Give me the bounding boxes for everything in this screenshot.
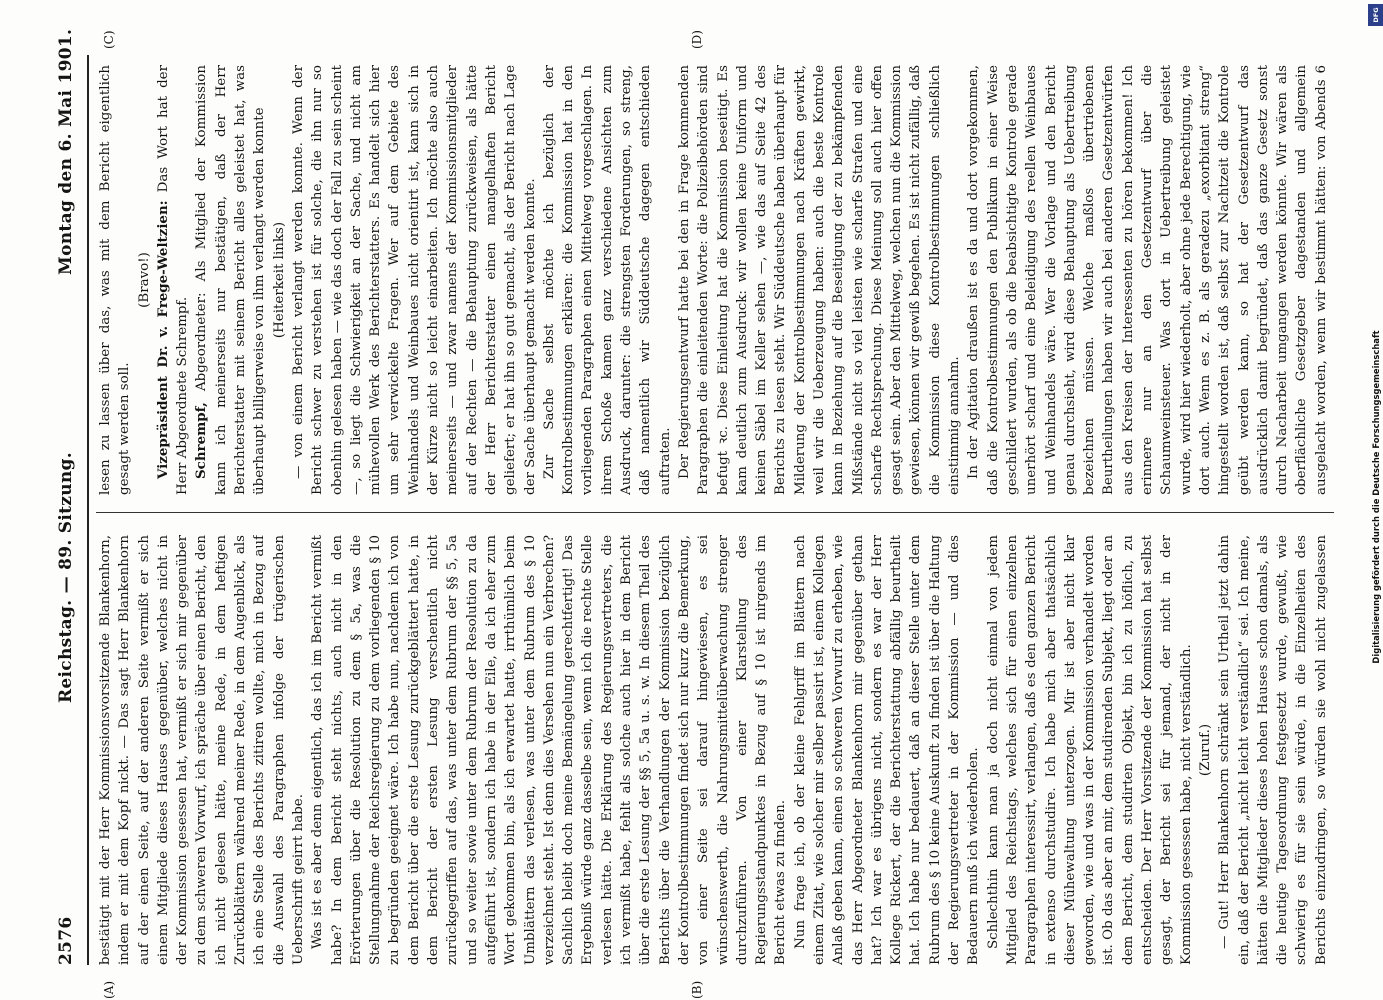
digitization-credit: Digitalisierung gefördert durch die Deutsche Forschungsgemeinschaft <box>1371 330 1381 664</box>
column-divider <box>96 512 1334 513</box>
page-header <box>50 28 84 965</box>
left-paragraph-4: Schlechthin kann man ja doch nicht einmal von jedem Mitglied des Reichstags, welches sich für einen einzelnen Paragraphen interessirt, verlangen, daß es den ganzen Bericht in extenso durchstudire. Ich habe mich aber thatsächlich dieser Mühewaltung unterzogen. Mir ist aber nicht klar geworden, wie und was in der Kommission verhandelt worden ist. Ob das aber an mir, dem studirenden Subjekt, liegt oder an dem Bericht, dem studirten Objekt, bin ich zu höflich, zu entscheiden. Der Herr Vorsitzende der Kommission hat selbst gesagt, der Bericht sei für jemand, der nicht in der Kommission gesessen habe, nicht verständlich. <box>985 535 1194 965</box>
left-paragraph-1: bestätigt mit der Herr Kommissionsvorsitzende Blankenhorn, indem er mit dem Kopf nickt. — Das sagt Herr Blankenhorn auf der einen Seite, auf der anderen Seite vermißt er sich einem Mitgliede dieses Hauses gegenüber, welches nicht in der Kommission gesessen hat, vermißt er sich mir gegenüber zu dem schweren Vorwurf, ich spräche über einen Bericht, den ich nicht gelesen hätte, meine Rede, in dem heftigen Zurückblättern während meiner Rede, in dem Augenblick, als ich eine Stelle des Berichts zitiren wollte, mich in Bezug auf die Auswahl des Paragraphen infolge der trügerischen Ueberschrift geirrt habe. <box>98 535 306 965</box>
session-date: Montag den 6. Mai 1901. <box>56 28 76 275</box>
right-paragraph-8: Der Regierungsentwurf hatte bei den in Frage kommenden Paragraphen die einleitenden Worte: die Polizeibehörden sind befugt ꝛc. Diese Einleitung hat die Kommission beseitigt. Es kam deutlich zum Ausdruck: wir wollen keine Uniform und keinen Säbel im Keller sehen —, wie das auf Seite 42 des Berichts zu lesen steht. Wir Süddeutsche haben überhaupt für Milderung der Kontrolbestimmungen nach Kräften gewirkt, weil wir die Ueberzeugung haben: auch die beste Kontrole kann in Beziehung auf die Beseitigung der zu bekämpfenden Mißstände nicht so viel leisten wie scharfe Strafen und eine scharfe Rechtsprechung. Diese Meinung soll auch hier offen gesagt sein. Aber den Mittelweg, welchen nun die Kommission gewiesen, können wir gewiß begehen. Es ist nicht zufällig, daß die Kommission diese Kontrolbestimmungen schließlich einstimmig annahm. <box>676 65 963 495</box>
right-laughter: (Heiterkeit links) <box>271 221 287 339</box>
left-paragraph-3: Nun frage ich, ob der kleine Fehlgriff im Blättern nach einem Zitat, wie solcher mir selber passirt ist, einem Kollegen Anlaß geben kann, einen so schweren Vorwurf zu erheben, wie das Herr Abgeordneter Blankenhorn mir gegenüber gethan hat? Ich war es übrigens nicht, sondern es war der Herr Kollege Rickert, der die Berichterstattung abfällig beurtheilt hat. Ich habe nur bedauert, daß an dieser Stelle unter dem Rubrum des § 10 keine Auskunft zu finden ist über die Haltung der Regierungsvertreter in der Kommission — und dies Bedauern muß ich wiederholen. <box>792 535 982 965</box>
right-paragraph-1: lesen zu lassen über das, was mit dem Bericht eigentlich gesagt werden soll. <box>98 65 133 495</box>
right-column <box>96 65 1334 495</box>
left-interjection: (Zuruf.) <box>1197 723 1213 777</box>
page-number: 2576 <box>56 916 76 965</box>
margin-mark-c: (C) <box>102 30 116 49</box>
left-paragraph-6: — Gut! Herr Blankenhorn schränkt sein Urtheil jetzt dahin ein, daß der Bericht „nicht leicht verständlich“ sei. Ich meine, hätten die Mitglieder dieses hohen Hauses schon damals, als die heutige Tagesordnung festgesetzt wurde, gewußt, wie schwierig es für sie sein würde, in die Einzelheiten des Berichts einzudringen, so würden sie wohl nicht zugelassen <box>1217 535 1329 965</box>
header-rule <box>87 55 89 965</box>
dfg-logo: DFG <box>1368 4 1383 26</box>
speaker-schrempf-text: Abgeordneter: Als Mitglied der Kommission kann ich meinerseits nur bestätigen, daß der Herr Berichterstatter mit seinem Bericht alles geleistet hat, was überhaupt billigerweise von ihm verlangt werden konnte <box>194 65 268 495</box>
margin-mark-d: (D) <box>690 30 704 49</box>
rotated-page-content <box>50 28 1340 999</box>
left-paragraph-2: Was ist es aber denn eigentlich, das ich im Bericht vermißt habe? In dem Bericht steht nichts, auch nicht in den Erörterungen über die Resolution zu dem § 5a, was die Stellungnahme der Reichsregierung zu dem vorliegenden § 10 zu begründen geeignet wäre. Ich habe nun, nachdem ich von dem Bericht über die erste Lesung zurückgeblättert hatte, in dem Bericht der ersten Lesung verschentlich nicht zurückgegriffen auf das, was unter dem Rubrum der §§ 5, 5a und so weiter sowie unter dem Rubrum der Resolution zu da aufgeführt ist, sondern ich habe in der Eile, da ich eher zum Wort gekommen bin, als ich erwartet hatte, irrthümlich beim Umblättern das verlesen, was unter dem Rubrum des § 10 verzeichnet steht. Ist denn dies Versehen nun ein Verbrechen? Sachlich bleibt doch meine Bemängelung gerechtfertigt! Das Ergebniß würde ganz dasselbe sein, wenn ich die rechte Stelle verlesen hätte. Die Erklärung des Regierungsvertreters, die ich vermißt habe, fehlt als solche auch hier in dem Bericht über die erste Lesung der §§ 5, 5a u. s. w. In diesem Theil des Berichts über die Verhandlungen der Kommission bezüglich der Kontrolbestimmungen findet sich nur kurz die Bemerkung, von einer Seite sei darauf hingewiesen, es sei wünschenswerth, die Nahrungsmittelüberwachung strenger durchzuführen. Von einer Klarstellung des Regierungsstandpunktes in Bezug auf § 10 ist nirgends im Bericht etwas zu finden. <box>310 535 789 965</box>
right-paragraph-3 <box>154 65 193 495</box>
margin-mark-a: (A) <box>102 980 116 999</box>
right-paragraph-4 <box>192 65 269 495</box>
left-column <box>96 535 1334 965</box>
right-paragraph-7: Zur Sache selbst möchte ich bezüglich der Kontrolbestimmungen erklären: die Kommission hat in den vorliegenden Paragraphen einen Mittelweg vorgeschlagen. In ihrem Schoße kamen ganz verschiedene Ansichten zum Ausdruck, darunter: die strengsten Forderungen, so streng, daß namentlich wir Süddeutsche dagegen entschieden auftraten. <box>541 65 673 495</box>
right-paragraph-9: In der Agitation draußen ist es da und dort vorgekommen, daß die Kontrolbestimmungen den Publikum in einer Weise geschildert wurden, als ob die beabsichtigte Kontrole gerade unerhört scharf und eine Beleidigung des reellen Weinbaues und Weinhandels wäre. Wer die Vorlage und den Bericht genau durchsieht, wird diese Behauptung als Uebertreibung bezeichnen müssen. Welche maßlos übertriebenen Beurtheilungen haben wir auch bei anderen Gesetzentwürfen aus den Kreisen der Interessenten zu hören bekommen! Ich erinnere nur an den Gesetzentwurf über die Schaumweinsteuer. Was dort in Uebertreibung geleistet wurde, wird hier wiederholt, aber ohne jede Berechtigung, wie dort auch. Wenn es z. B. als geradezu „exorbitant streng“ hingestellt worden ist, daß selbst zur Nachtzeit die Kontrole geübt werden kann, so hat der Gesetzentwurf das ausdrücklich damit begründet, daß das ganze Gesetz sonst durch Nacharbeit umgangen werden könnte. Wir wären als oberflächliche Gesetzgeber dagestanden und allgemein ausgelacht worden, wenn wir bestimmt hätten: von Abends 6 <box>966 65 1329 495</box>
right-paragraph-6: — von einem Bericht verlangt werden konnte. Wenn der Bericht schwer zu verstehen ist für solche, die ihn nur so obenhin gelesen haben — wie das doch der Fall zu sein scheint —, so liegt die Schwierigkeit an der Sache, und nicht am mühevollen Werk des Berichterstatters. Es handelt sich hier um sehr verwickelte Fragen. Wer auf dem Gebiete des Weinhandels und Weinbaues nicht orientirt ist, kann sich in der Kürze nicht so leicht einarbeiten. Ich möchte also auch meinerseits — und zwar namens der Kommissionsmitglieder auf der Rechten — die Behauptung zurückweisen, als hätte der Herr Berichterstatter einen mangelhaften Bericht geliefert; er hat ihn so gut gemacht, als der Bericht nach Lage der Sache überhaupt gemacht werden konnte. <box>290 65 538 495</box>
right-applause: (Bravo!) <box>136 252 152 308</box>
speaker-schrempf: Schrempf, <box>193 402 210 479</box>
session-title: Reichstag. — 89. Sitzung. <box>56 452 76 703</box>
speaker-vice-president-text: Das Wort hat der Herr Abgeordnete Schrempf. <box>155 65 191 495</box>
margin-mark-b: (B) <box>690 980 704 999</box>
speaker-vice-president: Vizepräsident Dr. v. Frege-Weltzien: <box>154 200 171 479</box>
